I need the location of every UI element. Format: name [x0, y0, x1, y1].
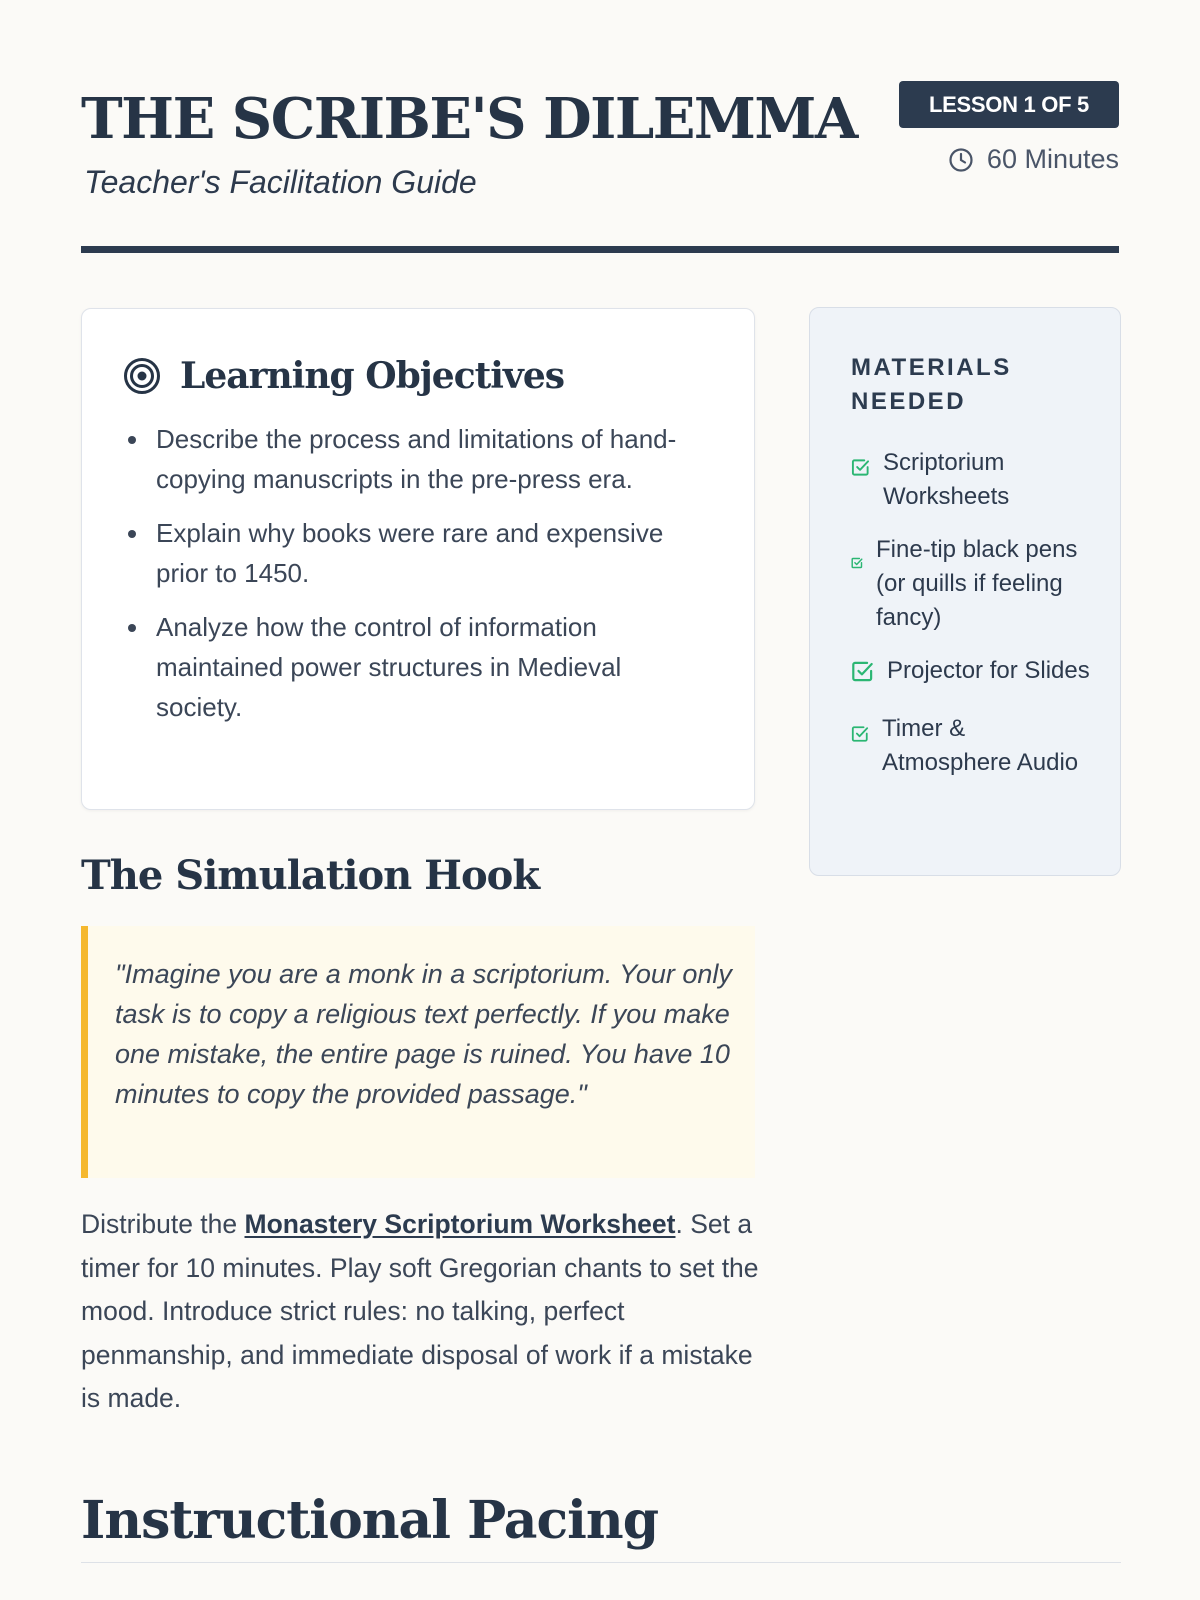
instructional-pacing-heading: Instructional Pacing — [81, 1490, 659, 1551]
worksheet-link[interactable]: Monastery Scriptorium Worksheet — [244, 1209, 676, 1239]
materials-item — [851, 712, 1090, 780]
check-square-icon — [851, 719, 869, 753]
objectives-title: Learning Objectives — [180, 355, 565, 397]
page-subtitle: Teacher's Facilitation Guide — [84, 164, 477, 200]
materials-item-label: Fine-tip black pens (or quills if feeling fancy) — [876, 536, 1078, 631]
page-title: THE SCRIBE'S DILEMMA — [81, 86, 857, 152]
objectives-list — [123, 419, 714, 727]
duration-label: 60 Minutes — [986, 144, 1119, 174]
materials-list — [851, 446, 1090, 780]
materials-item — [851, 446, 1090, 514]
objectives-title-row — [123, 353, 714, 399]
lesson-badge: LESSON 1 OF 5 — [899, 81, 1119, 128]
instructions-suffix: . Set a timer for 10 minutes. Play soft Gregorian chants to set the mood. Introduce strict rules: no talking, perfect penmanship, and immediate disposal of work if a mistake is made. — [81, 1209, 759, 1413]
check-square-icon — [851, 659, 874, 693]
simulation-hook-heading: The Simulation Hook — [81, 852, 540, 899]
check-square-icon — [851, 545, 863, 579]
check-square-icon — [851, 453, 870, 487]
materials-item-label: Timer & Atmosphere Audio — [882, 715, 1079, 776]
page-header — [81, 0, 1119, 253]
learning-objectives-card — [81, 308, 755, 810]
materials-item-label: Scriptorium Worksheets — [883, 449, 1010, 510]
objective-item: Explain why books were rare and expensive prior to 1450. — [156, 513, 714, 593]
clock-icon — [948, 147, 974, 173]
target-icon — [123, 357, 161, 395]
materials-item — [851, 533, 1090, 635]
objective-item: Analyze how the control of information maintained power structures in Medieval society. — [156, 607, 714, 727]
objective-item: Describe the process and limitations of hand-copying manuscripts in the pre-press era. — [156, 419, 714, 499]
duration-info — [948, 144, 1119, 175]
section-divider — [81, 1562, 1121, 1563]
materials-title: MATERIALS NEEDED — [851, 354, 1012, 415]
materials-item — [851, 654, 1090, 693]
instructions-prefix: Distribute the — [81, 1209, 245, 1239]
hook-quote: "Imagine you are a monk in a scriptorium. Your only task is to copy a religious text perfectly. If you make one mistake, the entire page is ruined. You have 10 minutes to copy the provided passage." — [115, 959, 732, 1109]
materials-item-label: Projector for Slides — [887, 657, 1090, 684]
hook-quote-box — [81, 926, 755, 1178]
hook-instructions — [81, 1203, 761, 1421]
materials-sidebar — [809, 307, 1121, 876]
